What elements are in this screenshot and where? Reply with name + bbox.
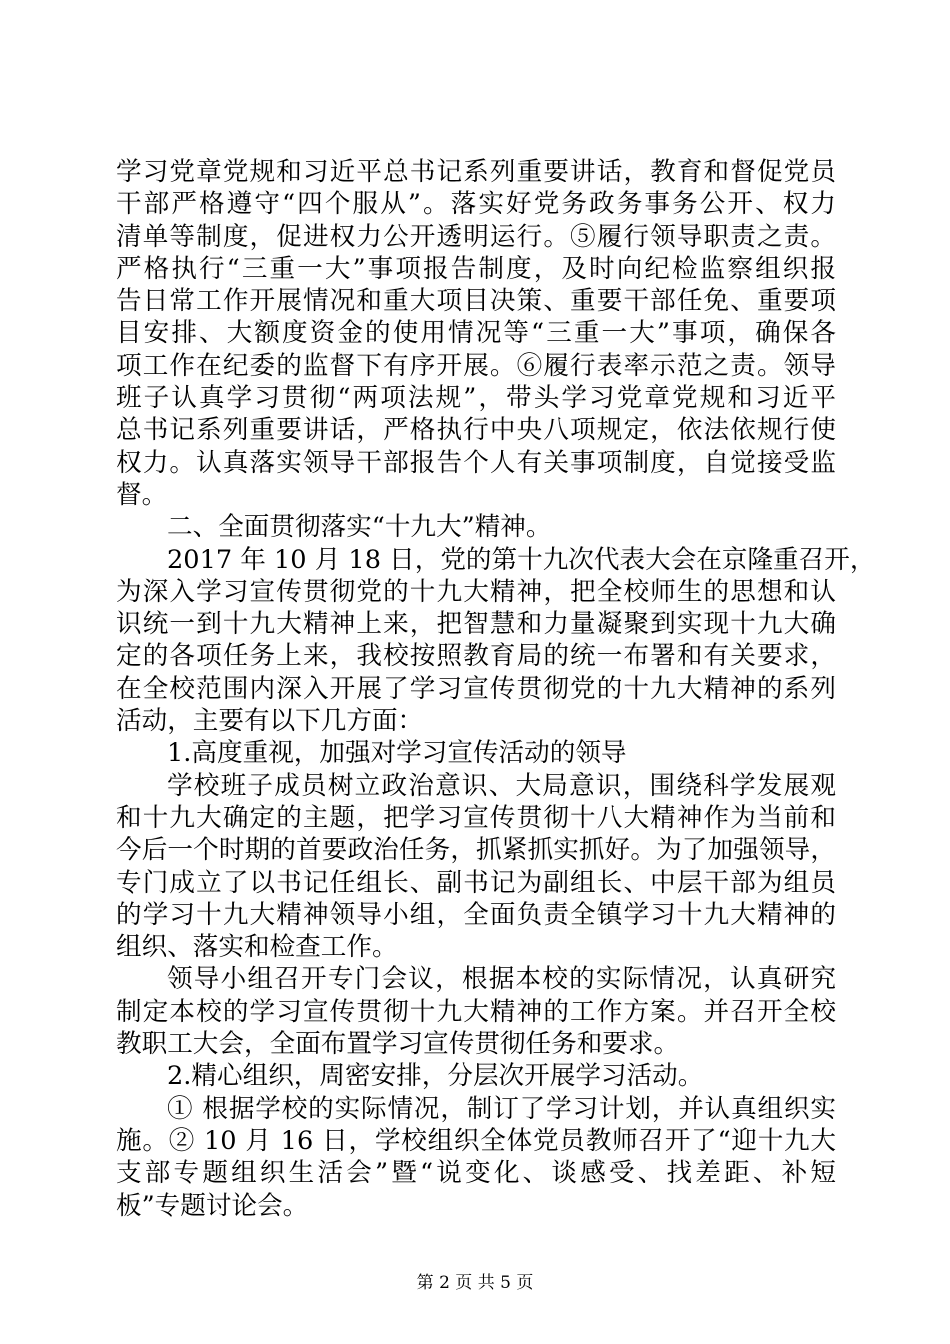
document-body <box>116 156 876 1222</box>
text-line: 严格执行“三重一大”事项报告制度，及时向纪检监察组织报 <box>116 253 836 284</box>
text-line: 施。② 10 月 16 日，学校组织全体党员教师召开了“迎十九大 <box>116 1125 836 1156</box>
text-line: 学习党章党规和习近平总书记系列重要讲话，教育和督促党员 <box>116 157 836 187</box>
text-line: 2.精心组织，周密安排，分层次开展学习活动。 <box>167 1061 704 1092</box>
text-line: 二、全面贯彻落实“十九大”精神。 <box>167 512 552 543</box>
text-line: 制定本校的学习宣传贯彻十九大精神的工作方案。并召开全校 <box>116 996 836 1027</box>
text-line: 1.高度重视，加强对学习宣传活动的领导 <box>167 738 627 769</box>
text-line: 项工作在纪委的监督下有序开展。⑥履行表率示范之责。领导 <box>116 350 836 381</box>
text-line: 班子认真学习贯彻“两项法规”，带头学习党章党规和习近平 <box>116 383 836 414</box>
text-line: 领导小组召开专门会议，根据本校的实际情况，认真研究 <box>167 964 836 995</box>
text-line: 权力。认真落实领导干部报告个人有关事项制度，自觉接受监 <box>116 447 836 478</box>
text-line: 定的各项任务上来，我校按照教育局的统一布署和有关要求， <box>116 641 836 672</box>
page-footer: 第 2 页 共 5 页 <box>416 1273 534 1293</box>
text-line: 总书记系列重要讲话，严格执行中央八项规定，依法依规行使 <box>116 415 836 446</box>
text-line: 为深入学习宣传贯彻党的十九大精神，把全校师生的思想和认 <box>116 576 836 607</box>
text-line: 组织、落实和检查工作。 <box>116 932 398 963</box>
text-line: 专门成立了以书记任组长、副书记为副组长、中层干部为组员 <box>116 867 836 898</box>
text-line: 今后一个时期的首要政治任务，抓紧抓实抓好。为了加强领导， <box>116 835 836 866</box>
text-line: 告日常工作开展情况和重大项目决策、重要干部任免、重要项 <box>116 286 836 317</box>
text-line: 支部专题组织生活会”暨“说变化、谈感受、找差距、补短 <box>116 1158 836 1189</box>
text-line: 清单等制度，促进权力公开透明运行。⑤履行领导职责之责。 <box>116 221 836 252</box>
text-line: 和十九大确定的主题，把学习宣传贯彻十八大精神作为当前和 <box>116 802 836 833</box>
text-line: 督。 <box>116 479 168 510</box>
text-line: 教职工大会，全面布置学习宣传贯彻任务和要求。 <box>116 1029 680 1060</box>
text-line: 的学习十九大精神领导小组，全面负责全镇学习十九大精神的 <box>116 899 836 930</box>
text-line: 目安排、大额度资金的使用情况等“三重一大”事项，确保各 <box>116 318 836 349</box>
text-line: 在全校范围内深入开展了学习宣传贯彻党的十九大精神的系列 <box>116 673 836 704</box>
text-line: 板”专题讨论会。 <box>116 1190 309 1221</box>
text-line: 识统一到十九大精神上来，把智慧和力量凝聚到实现十九大确 <box>116 609 836 640</box>
text-line: 2017 年 10 月 18 日，党的第十九次代表大会在京隆重召开， <box>167 544 876 575</box>
text-line: 学校班子成员树立政治意识、大局意识，围绕科学发展观 <box>167 770 836 801</box>
text-line: 活动，主要有以下几方面： <box>116 706 424 737</box>
text-line: 干部严格遵守“四个服从”。落实好党务政务事务公开、权力 <box>116 189 836 220</box>
text-line: ① 根据学校的实际情况，制订了学习计划，并认真组织实 <box>167 1093 836 1124</box>
